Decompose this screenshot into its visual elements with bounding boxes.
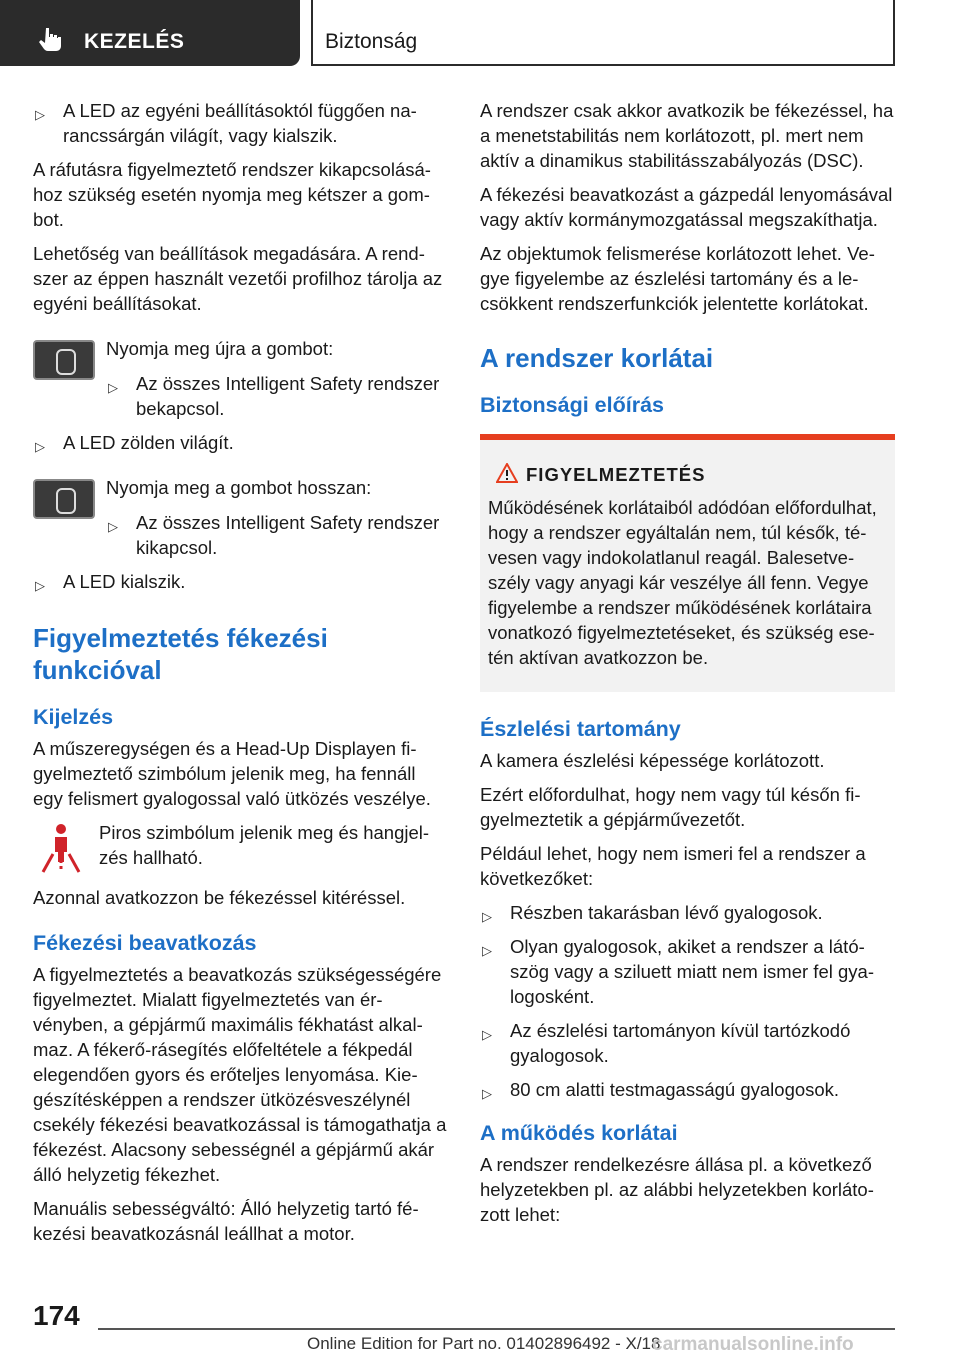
bullet-triangle-icon: ▷	[482, 943, 492, 958]
pedestrian-warning-icon	[33, 820, 89, 876]
paragraph: A rendszer rendelkezésre állása pl. a következő helyzetekben pl. az alábbi helyzetekben korlátozott lehet:	[480, 1154, 874, 1225]
list-item: ▷ A LED az egyéni beállításoktól függően narancssárgán világít, vagy kialszik.	[35, 100, 417, 146]
page-number: 174	[33, 1300, 80, 1331]
chapter-label: KEZELÉS	[84, 30, 185, 53]
left-column	[33, 98, 448, 1255]
hand-pointer-icon	[38, 26, 64, 52]
icon-instruction: Nyomja meg újra a gombot: ▷ Az összes Intelligent Safety rendszer bekapcsol.	[33, 336, 448, 421]
warning-title: FIGYELMEZTETÉS	[488, 462, 887, 487]
paragraph: Lehetőség van beállítások megadására. A rendszer az éppen használt vezetői profilhoz tárolja az egyéni beállításokat.	[33, 243, 443, 314]
safety-button-icon	[33, 479, 95, 519]
bullet-triangle-icon: ▷	[35, 439, 45, 454]
paragraph: A fékezési beavatkozást a gázpedál lenyomásával vagy aktív kormánymozgatással megszakíthatja.	[480, 184, 893, 230]
watermark: carmanualsonline.info	[652, 1334, 854, 1355]
warning-triangle-icon	[496, 463, 518, 483]
header-divider-right	[893, 0, 895, 66]
bullet-triangle-icon: ▷	[482, 909, 492, 924]
subsection-heading: A működés korlátai	[480, 1121, 678, 1145]
list-item: ▷ Az észlelési tartományon kívül tartózkodó gyalogosok.	[482, 1020, 851, 1066]
paragraph: A rendszer csak akkor avatkozik be fékezéssel, ha a menetstabilitás nem korlátozott, pl. mert nem aktív a dinamikus stabilitásszabályozás (DSC).	[480, 100, 894, 171]
bullet-triangle-icon: ▷	[482, 1086, 492, 1101]
list-item: ▷ Az összes Intelligent Safety rendszer kikapcsol.	[108, 512, 440, 558]
bullet-triangle-icon: ▷	[108, 380, 118, 395]
bullet-triangle-icon: ▷	[35, 578, 45, 593]
header-underline	[311, 64, 895, 66]
paragraph: A műszeregységen és a Head-Up Displayen figyelmeztető szimbólum jelenik meg, ha fennáll egy felismert gyalogossal való ütközés veszélye.	[33, 738, 431, 809]
section-title: Biztonság	[325, 30, 418, 53]
subsection-heading: Kijelzés	[33, 705, 114, 729]
warning-text: Működésének korlátaiból adódóan előfordulhat, hogy a rendszer egyáltalán nem, túl késők, tévesen vagy indokolatlanul reagál. Balesetveszély vagy anyagi kár veszélye áll fenn. Vegye figyelembe a rendszer működésének korlátaira vonatkozó figyelmeztetéseket, és szükség esetén aktívan avatkozzon be.	[488, 497, 877, 668]
bullet-triangle-icon: ▷	[482, 1027, 492, 1042]
section-heading: Figyelmeztetés fékezési funkcióval	[33, 623, 328, 685]
section-heading: A rendszer korlátai	[480, 343, 714, 373]
safety-button-icon	[33, 340, 95, 380]
list-item: ▷ Részben takarásban lévő gyalogosok.	[480, 900, 895, 925]
warning-box	[480, 434, 895, 692]
list-item: ▷ A LED zölden világít.	[33, 430, 448, 455]
subsection-heading: Észlelési tartomány	[480, 717, 681, 741]
header-divider	[311, 0, 313, 66]
paragraph: Azonnal avatkozzon be fékezéssel kitéréssel.	[33, 887, 406, 908]
icon-instruction: Nyomja meg a gombot hosszan: ▷ Az összes Intelligent Safety rendszer kikapcsol.	[33, 475, 448, 560]
subsection-heading: Fékezési beavatkozás	[33, 931, 257, 955]
list-item: ▷ Olyan gyalogosok, akiket a rendszer a látószög vagy a sziluett miatt nem ismer fel gyalogosként.	[482, 936, 874, 1007]
bullet-triangle-icon: ▷	[108, 519, 118, 534]
footer-edition: Online Edition for Part no. 01402896492 - X/18	[307, 1334, 661, 1353]
paragraph: A kamera észlelési képessége korlátozott.	[480, 750, 825, 771]
paragraph: A ráfutásra figyelmeztető rendszer kikapcsolásához szükség esetén nyomja meg kétszer a gombot.	[33, 159, 431, 230]
chapter-tab	[0, 0, 300, 66]
subsection-heading: Biztonsági előírás	[480, 393, 664, 417]
paragraph: Például lehet, hogy nem ismeri fel a rendszer a következőket:	[480, 843, 866, 889]
list-item: ▷ Az összes Intelligent Safety rendszer bekapcsol.	[108, 373, 440, 419]
list-item: ▷ A LED kialszik.	[33, 569, 448, 594]
bullet-triangle-icon: ▷	[35, 107, 45, 122]
icon-instruction: Piros szimbólum jelenik meg és hangjelzés hallható.	[33, 820, 448, 876]
right-column	[480, 98, 895, 1236]
paragraph: Az objektumok felismerése korlátozott lehet. Vegye figyelembe az észlelési tartomány és a lecsökkent rendszerfunkciók jelentette korlátokat.	[480, 243, 875, 314]
list-item: ▷ 80 cm alatti testmagasságú gyalogosok.	[480, 1077, 895, 1102]
paragraph: A figyelmeztetés a beavatkozás szükségességére figyelmeztet. Mialatt figyelmeztetés van érvényben, a gépjármű maximális fékhatást alkalmaz. A fékerő-rásegítés előfeltétele a fékpedál elegendően gyors és erőteljes lenyomása. Kiegészítésképpen a rendszer ütközésveszélynél csekély fékezési beavatkozással is támogathatja a fékezést. Alacsony sebességnél a gépjármű akár álló helyzetig fékezhet.	[33, 964, 447, 1185]
paragraph: Ezért előfordulhat, hogy nem vagy túl későn figyelmeztetik a gépjárművezetőt.	[480, 784, 861, 830]
page-header	[0, 0, 960, 66]
footer-divider	[98, 1328, 895, 1330]
paragraph: Manuális sebességváltó: Álló helyzetig tartó fékezési beavatkozásnál leállhat a motor.	[33, 1198, 419, 1244]
